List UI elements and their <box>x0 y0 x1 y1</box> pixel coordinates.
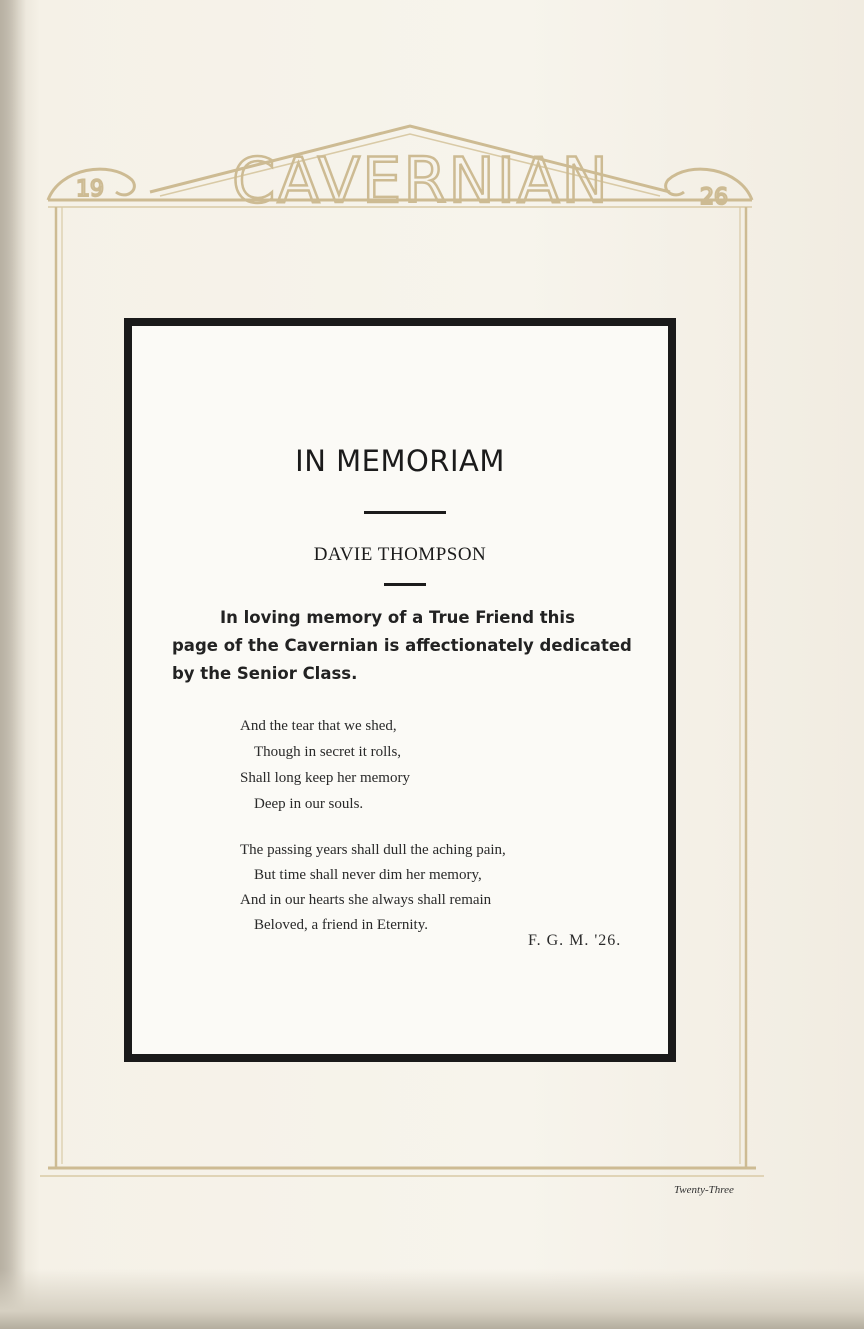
author-signature: F. G. M. '26. <box>528 932 622 949</box>
dedication-line: page of the Cavernian is affectionately dedicated <box>172 636 632 655</box>
memorial-name: DAVIE THOMPSON <box>313 544 487 565</box>
poem-line: Though in secret it rolls, <box>254 744 402 760</box>
poem-line: Shall long keep her memory <box>240 770 410 786</box>
name-divider <box>384 583 426 586</box>
yearbook-title-lettering: CAVERNIAN <box>232 144 610 217</box>
year-right-lettering: 26 <box>700 185 728 210</box>
poem-line: Beloved, a friend in Eternity. <box>254 917 428 933</box>
memorial-box <box>124 318 676 1062</box>
page-bottom-shadow <box>0 1269 864 1329</box>
poem-line: The passing years shall dull the aching pain, <box>240 842 506 858</box>
title-divider <box>364 511 446 514</box>
memorial-title: IN MEMORIAM <box>295 444 505 478</box>
dedication-line: by the Senior Class. <box>172 664 358 683</box>
poem-line: And the tear that we shed, <box>240 718 397 734</box>
poem-line: Deep in our souls. <box>254 796 364 812</box>
dedication-line: In loving memory of a True Friend this <box>220 608 575 627</box>
page-number: Twenty-Three <box>674 1184 734 1196</box>
year-left-lettering: 19 <box>76 177 104 202</box>
poem-line: And in our hearts she always shall remain <box>240 892 492 908</box>
poem-line: But time shall never dim her memory, <box>254 867 482 883</box>
